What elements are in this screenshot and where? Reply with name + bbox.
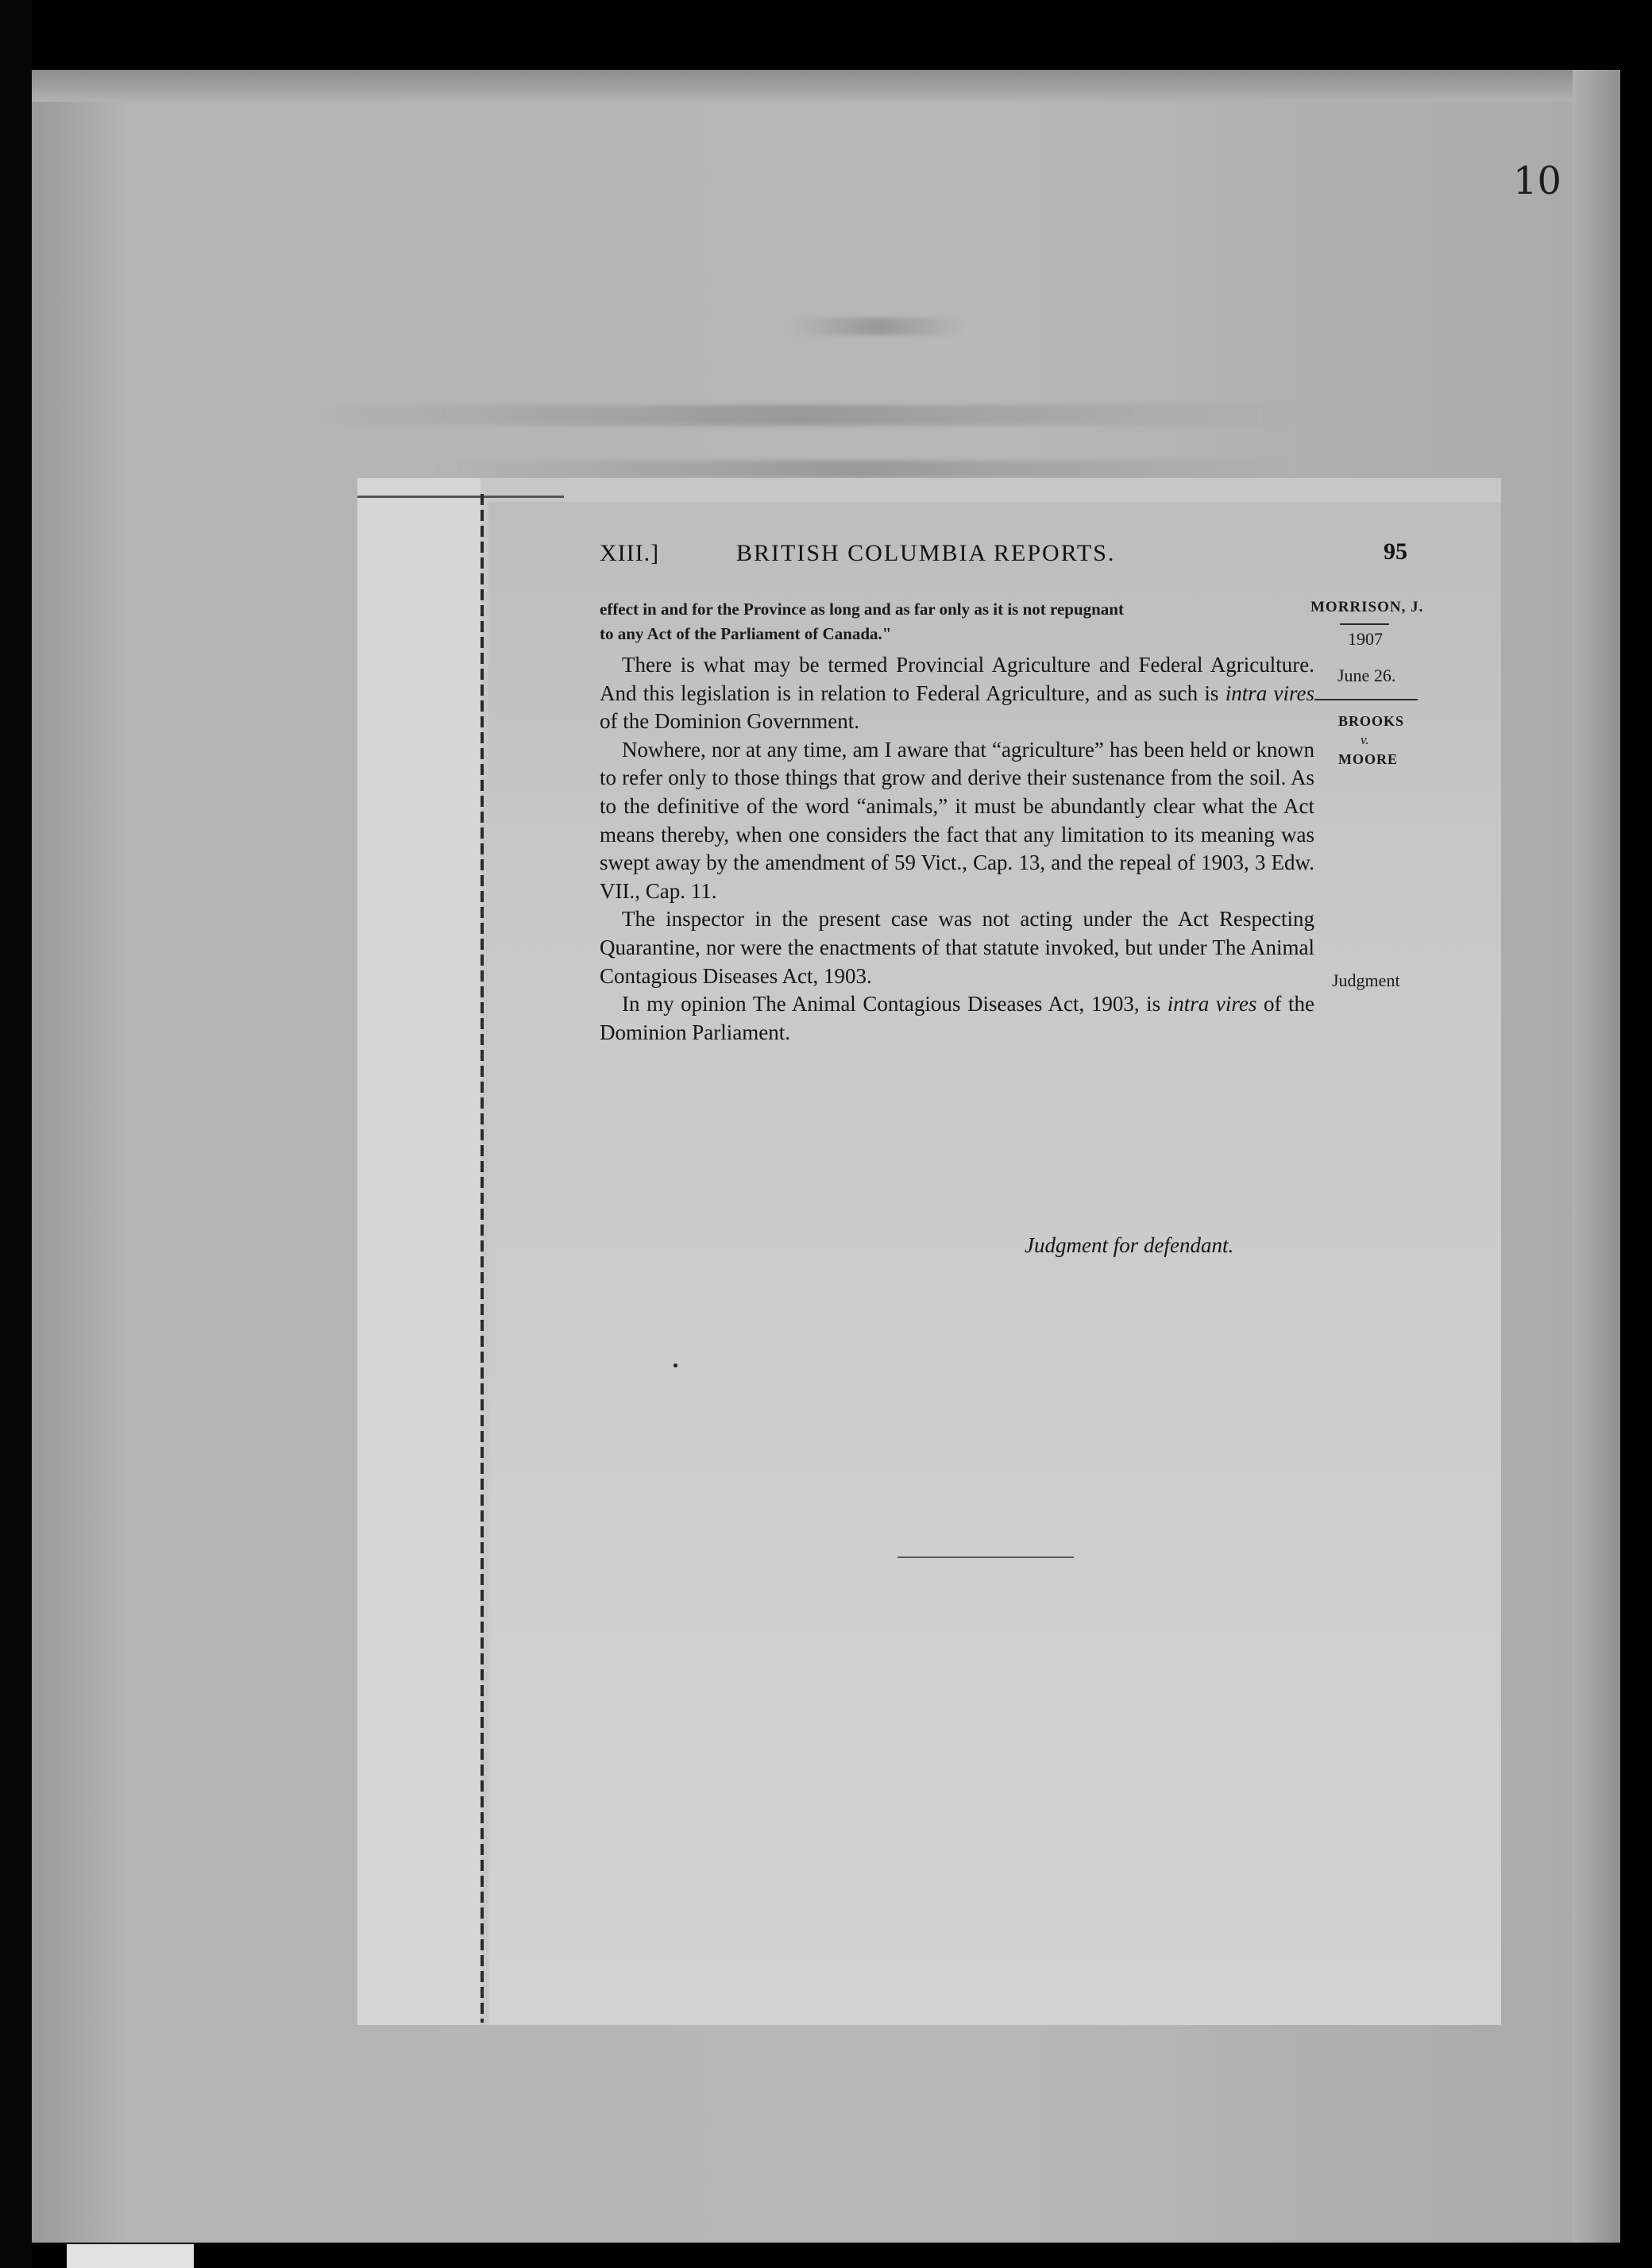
statute-quote-line: effect in and for the Province as long and as far only as it is not repugnant bbox=[600, 600, 1124, 619]
end-rule bbox=[897, 1556, 1074, 1558]
side-note-case-defendant: MOORE bbox=[1338, 751, 1398, 767]
sheet-right-edge bbox=[1573, 70, 1620, 2243]
side-note-date: June 26. bbox=[1337, 665, 1396, 685]
bleed-through-line bbox=[302, 405, 1295, 426]
side-note-case-plaintiff: BROOKS bbox=[1338, 713, 1405, 729]
paragraph: There is what may be termed Provincial Agriculture and Federal Agriculture. And this legislation is in relation to Federal Agriculture, and as such is intra vires of the Dominion Government. bbox=[600, 653, 1314, 734]
running-head-title: BRITISH COLUMBIA REPORTS. bbox=[736, 540, 1116, 566]
photocopy-margin bbox=[357, 478, 481, 2025]
side-note-judge: MORRISON, J. bbox=[1310, 599, 1424, 615]
judgment-text bbox=[600, 651, 1314, 1047]
side-note-case-versus: v. bbox=[1361, 732, 1369, 747]
bleed-through-line bbox=[790, 318, 965, 335]
photocopy-top-rule bbox=[357, 496, 564, 498]
bleed-through-line bbox=[429, 461, 1287, 478]
side-note-rule bbox=[1340, 623, 1389, 625]
paragraph: The inspector in the present case was not acting under the Act Respecting Quarantine, nor were the enactments of that statute invoked, but under The Animal Contagious Diseases Act, 1903. bbox=[600, 907, 1314, 988]
paragraph: In my opinion The Animal Contagious Diseases Act, 1903, is intra vires of the Dominion Parliament. bbox=[600, 992, 1314, 1044]
calibration-tab bbox=[67, 2244, 194, 2268]
statute-quote-line: to any Act of the Parliament of Canada." bbox=[600, 624, 892, 643]
side-note-section: Judgment bbox=[1332, 970, 1400, 990]
pasted-photocopy bbox=[357, 478, 1501, 2025]
photocopy-margin-rule bbox=[481, 494, 484, 2023]
judgment-outcome: Judgment for defendant. bbox=[1025, 1233, 1234, 1257]
scanner-frame-left bbox=[0, 0, 32, 2268]
running-head-page-number: 95 bbox=[1384, 538, 1407, 565]
side-note-rule bbox=[1314, 699, 1418, 700]
page-marker: 10 bbox=[1513, 159, 1562, 203]
side-note-year: 1907 bbox=[1348, 629, 1383, 649]
paragraph: Nowhere, nor at any time, am I aware that “agriculture” has been held or known to refer only to those things that grow and derive their sustenance from the soil. As to the definitive of the word “animals,” it must be abundantly clear what the Act means thereby, when one considers the fact that any limitation to its meaning was swept away by the amendment of 59 Vict., Cap. 13, and the repeal of 1903, 3 Edw. VII., Cap. 11. bbox=[600, 737, 1314, 903]
stray-mark bbox=[674, 1364, 677, 1367]
running-head-volume: XIII.] bbox=[600, 540, 660, 566]
sheet-top-curl bbox=[32, 70, 1620, 102]
